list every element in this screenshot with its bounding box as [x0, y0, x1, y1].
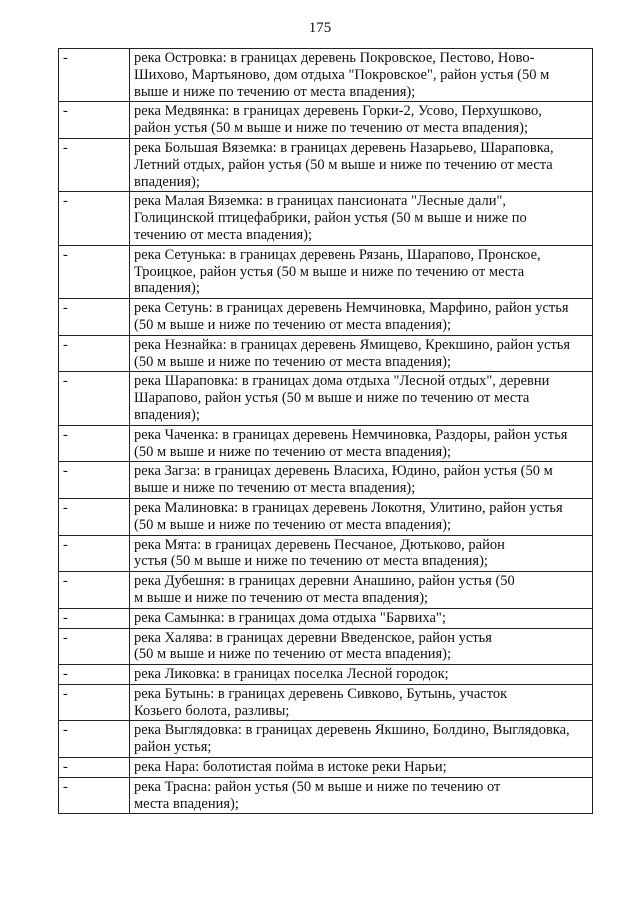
table-row: [59, 721, 593, 758]
row-mark: -: [59, 335, 130, 372]
table-row: [59, 608, 593, 628]
table-row: [59, 684, 593, 721]
table-row: [59, 425, 593, 462]
row-mark: -: [59, 535, 130, 572]
row-text: река Загза: в границах деревень Власиха, Юдино, район устья (50 м выше и ниже по течению от места впадения);: [130, 462, 593, 499]
row-mark: -: [59, 245, 130, 298]
table-row: [59, 665, 593, 685]
row-mark: -: [59, 462, 130, 499]
row-text: река Шараповка: в границах дома отдыха "Лесной отдых", деревни Шарапово, район устья (50 м выше и ниже по течению от места впадения);: [130, 372, 593, 425]
table-row: [59, 138, 593, 191]
row-text: река Выглядовка: в границах деревень Якшино, Болдино, Выглядовка, район устья;: [130, 721, 593, 758]
table-row: [59, 192, 593, 245]
row-mark: -: [59, 192, 130, 245]
row-mark: -: [59, 372, 130, 425]
row-mark: -: [59, 498, 130, 535]
row-mark: -: [59, 684, 130, 721]
table-row: [59, 777, 593, 814]
row-text: река Медвянка: в границах деревень Горки-2, Усово, Перхушково, район устья (50 м выше и ниже по течению от места впадения);: [130, 102, 593, 139]
row-text: река Чаченка: в границах деревень Немчиновка, Раздоры, район устья (50 м выше и ниже по течению от места впадения);: [130, 425, 593, 462]
row-text: река Малиновка: в границах деревень Локотня, Улитино, район устья (50 м выше и ниже по течению от места впадения);: [130, 498, 593, 535]
table-row: [59, 498, 593, 535]
row-mark: -: [59, 777, 130, 814]
row-text: река Дубешня: в границах деревни Анашино, район устья (50 м выше и ниже по течению от места впадения);: [130, 572, 593, 609]
row-mark: -: [59, 628, 130, 665]
row-mark: -: [59, 425, 130, 462]
row-text: река Сетунь: в границах деревень Немчиновка, Марфино, район устья (50 м выше и ниже по течению от места впадения);: [130, 299, 593, 336]
table-row: [59, 758, 593, 778]
row-text: река Халява: в границах деревни Введенское, район устья (50 м выше и ниже по течению от места впадения);: [130, 628, 593, 665]
row-text: река Мята: в границах деревень Песчаное, Дютьково, район устья (50 м выше и ниже по течению от места впадения);: [130, 535, 593, 572]
row-mark: -: [59, 665, 130, 685]
page-number: 175: [308, 20, 332, 36]
row-mark: -: [59, 758, 130, 778]
row-text: река Трасна: район устья (50 м выше и ниже по течению от места впадения);: [130, 777, 593, 814]
table-row: [59, 572, 593, 609]
table-row: [59, 535, 593, 572]
row-mark: -: [59, 608, 130, 628]
table-row: [59, 372, 593, 425]
row-mark: -: [59, 49, 130, 102]
table-row: [59, 335, 593, 372]
row-text: река Незнайка: в границах деревень Ямищево, Крекшино, район устья (50 м выше и ниже по течению от места впадения);: [130, 335, 593, 372]
river-table: [58, 48, 593, 814]
row-text: река Малая Вяземка: в границах пансионата "Лесные дали", Голицинской птицефабрики, район устья (50 м выше и ниже по течению от места впадения);: [130, 192, 593, 245]
row-mark: -: [59, 299, 130, 336]
row-text: река Самынка: в границах дома отдыха "Барвиха";: [130, 608, 593, 628]
row-mark: -: [59, 138, 130, 191]
table-row: [59, 628, 593, 665]
row-text: река Нара: болотистая пойма в истоке реки Нарьи;: [130, 758, 593, 778]
row-mark: -: [59, 102, 130, 139]
row-text: река Ликовка: в границах поселка Лесной городок;: [130, 665, 593, 685]
table-row: [59, 245, 593, 298]
table-row: [59, 462, 593, 499]
row-mark: -: [59, 721, 130, 758]
row-text: река Большая Вяземка: в границах деревень Назарьево, Шараповка, Летний отдых, район устья (50 м выше и ниже по течению от места впадения);: [130, 138, 593, 191]
table-row: [59, 49, 593, 102]
table-row: [59, 102, 593, 139]
row-text: река Островка: в границах деревень Покровское, Пестово, Ново- Шихово, Мартьяново, дом отдыха "Покровское", район устья (50 м выше и ниже по течению от места впадения);: [130, 49, 593, 102]
table-row: [59, 299, 593, 336]
row-text: река Сетунька: в границах деревень Рязань, Шарапово, Пронское, Троицкое, район устья (50 м выше и ниже по течению от места впадения);: [130, 245, 593, 298]
row-mark: -: [59, 572, 130, 609]
row-text: река Бутынь: в границах деревень Сивково, Бутынь, участок Козьего болота, разливы;: [130, 684, 593, 721]
